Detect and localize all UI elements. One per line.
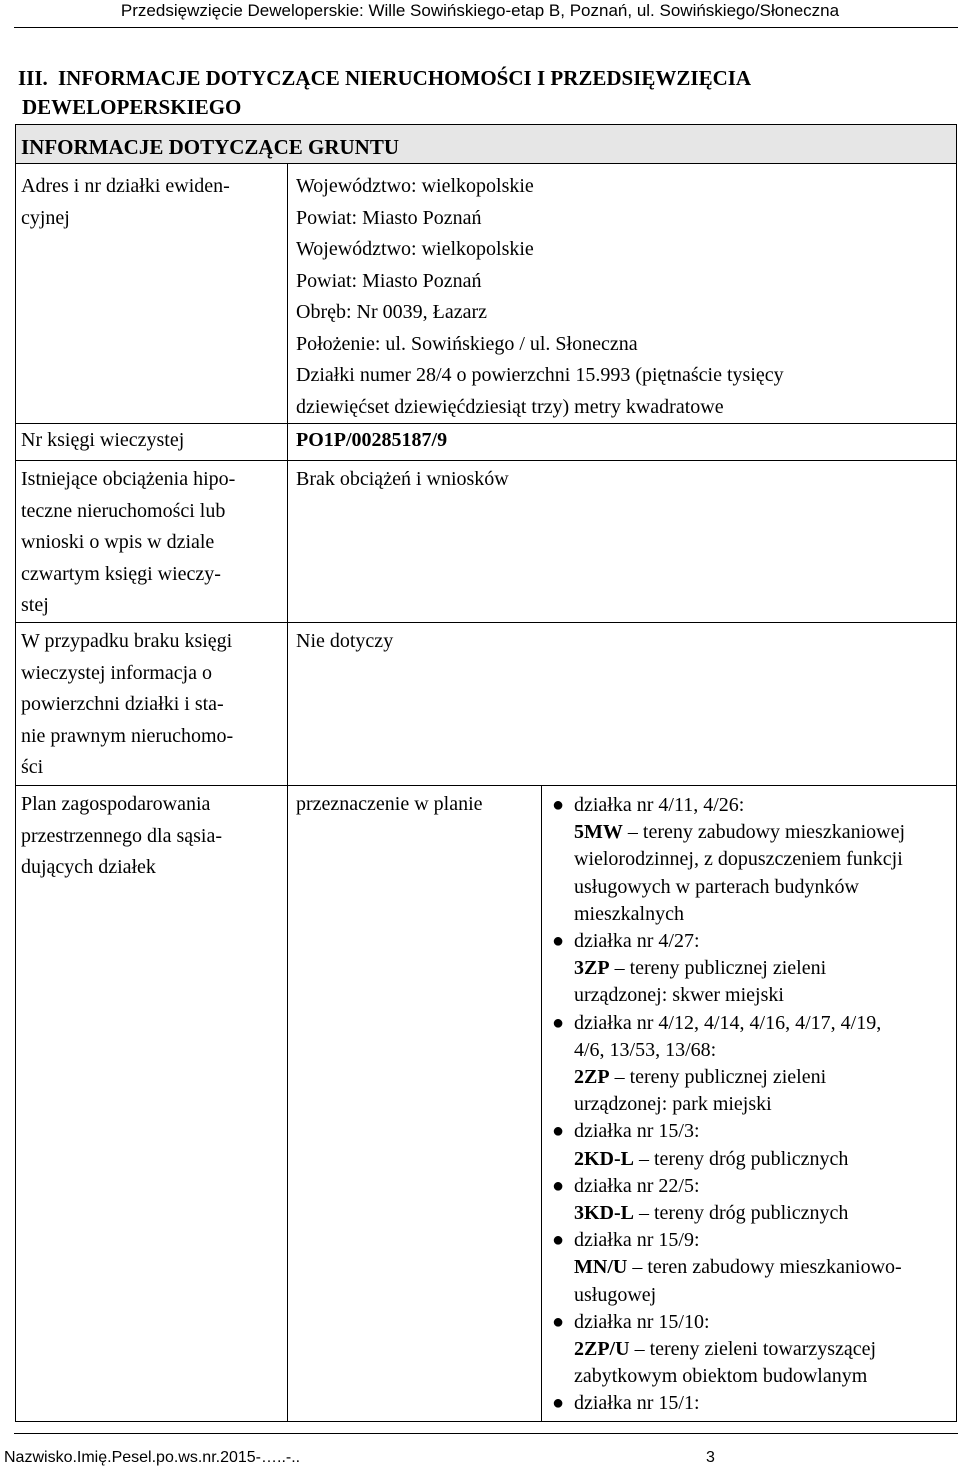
address-line: Położenie: ul. Sowińskiego / ul. Słoneczna — [296, 332, 638, 355]
header-divider — [14, 27, 958, 28]
plan-zone-desc: mieszkalnych — [574, 902, 684, 925]
address-value — [296, 171, 784, 423]
bullet-icon: ● — [552, 1392, 565, 1415]
plan-zone-desc: wielorodzinnej, z dopuszczeniem funkcji — [574, 848, 903, 871]
plan-label — [21, 789, 222, 884]
plan-zone-item — [544, 1010, 956, 1119]
address-label-cell — [15, 163, 288, 424]
plan-label-line: Plan zagospodarowania — [21, 793, 211, 815]
address-label-line: Adres i nr działki ewiden- — [21, 175, 230, 197]
plan-zone-code: 5MW — [574, 821, 623, 844]
kw-label: Nr księgi wieczystej — [21, 429, 185, 451]
address-label-line: cyjnej — [21, 206, 70, 229]
plan-zone-code: 2KD-L — [574, 1147, 634, 1170]
section-title-line1: INFORMACJE DOTYCZĄCE NIERUCHOMOŚCI I PRZEDSIĘWZIĘCIA — [58, 66, 752, 90]
plan-zone-parcels: działka nr 15/3: — [574, 1120, 700, 1143]
plan-zone-desc: – tereny zieleni towarzyszącej — [634, 1338, 877, 1361]
plan-zone-desc: – tereny dróg publicznych — [639, 1147, 849, 1170]
plan-zone-item — [544, 1390, 956, 1417]
address-line: Obręb: Nr 0039, Łazarz — [296, 301, 488, 323]
section-title-line2: DEWELOPERSKIEGO — [22, 95, 242, 119]
no-kw-label — [21, 626, 233, 784]
address-line: Powiat: Miasto Poznań — [296, 269, 482, 292]
plan-zone-parcels: działka nr 15/9: — [574, 1229, 700, 1252]
plan-zone-code: MN/U — [574, 1256, 628, 1279]
plan-zone-parcels: 4/6, 13/53, 13/68: — [574, 1038, 717, 1061]
plan-zone-desc: – tereny publicznej zieleni — [614, 1066, 827, 1089]
plan-zone-desc: – tereny zabudowy mieszkaniowej — [627, 821, 906, 844]
plan-zone-item — [544, 1227, 956, 1309]
plan-zone-parcels: działka nr 4/12, 4/14, 4/16, 4/17, 4/19, — [574, 1011, 882, 1034]
no-kw-label-line: W przypadku braku księgi — [21, 630, 233, 652]
plan-label-cell — [15, 785, 288, 1422]
plan-zone-desc: urządzonej: skwer miejski — [574, 984, 784, 1007]
table-title: INFORMACJE DOTYCZĄCE GRUNTU — [21, 135, 400, 159]
address-line: dziewięćset dziewięćdziesiąt trzy) metry kwadratowe — [296, 395, 724, 418]
address-label — [21, 171, 230, 234]
bullet-icon: ● — [552, 1011, 565, 1034]
plan-zone-parcels: działka nr 4/27: — [574, 930, 700, 953]
plan-zone-desc: urządzonej: park miejski — [574, 1093, 772, 1116]
plan-zone-code: 3KD-L — [574, 1202, 634, 1225]
plan-zone-item — [544, 792, 956, 928]
plan-zone-item — [544, 1309, 956, 1391]
kw-value-cell — [287, 423, 957, 461]
no-kw-label-line: wieczystej informacja o — [21, 661, 213, 684]
page-header: Przedsięwzięcie Deweloperskie: Wille Sowińskiego-etap B, Poznań, ul. Sowińskiego/Słoneczna — [120, 1, 840, 20]
plan-label-line: przestrzennego dla sąsia- — [21, 824, 223, 847]
bullet-icon: ● — [552, 1174, 565, 1197]
address-line: Powiat: Miasto Poznań — [296, 206, 482, 229]
plan-zone-desc: usługowych w parterach budynków — [574, 875, 859, 898]
encumbrance-label-line: teczne nieruchomości lub — [21, 499, 226, 522]
plan-zone-parcels: działka nr 15/10: — [574, 1310, 710, 1333]
plan-zone-desc: – tereny dróg publicznych — [639, 1202, 849, 1225]
no-kw-label-cell — [15, 622, 288, 786]
section-title — [18, 64, 938, 122]
plan-zone-parcels: działka nr 4/11, 4/26: — [574, 794, 745, 816]
plan-zone-code: 2ZP/U — [574, 1338, 630, 1361]
plan-zone-code: 3ZP — [574, 957, 610, 980]
page-number: 3 — [706, 1449, 715, 1466]
plan-purpose-cell — [287, 785, 542, 1422]
encumbrance-label — [21, 464, 235, 622]
plan-zones-cell — [541, 785, 957, 1422]
plan-zone-desc: – teren zabudowy mieszkaniowo- — [632, 1256, 902, 1279]
address-line: Województwo: wielkopolskie — [296, 175, 534, 197]
encumbrance-label-line: czwartym księgi wieczy- — [21, 562, 221, 585]
no-kw-label-line: powierzchni działki i sta- — [21, 693, 224, 715]
encumbrance-value-cell — [287, 460, 957, 623]
plan-purpose-label: przeznaczenie w planie — [296, 793, 483, 815]
footer-doc-id: Nazwisko.Imię.Pesel.po.ws.nr.2015-…..-.. — [4, 1449, 301, 1466]
kw-number: PO1P/00285187/9 — [296, 429, 448, 451]
no-kw-value-cell — [287, 622, 957, 786]
bullet-icon: ● — [552, 1120, 565, 1143]
plan-zone-desc: – tereny publicznej zieleni — [614, 957, 827, 980]
section-number: III. — [18, 66, 48, 90]
encumbrance-label-cell — [15, 460, 288, 623]
land-info-table — [15, 124, 957, 1422]
plan-label-line: dujących działek — [21, 856, 156, 878]
plan-zone-item — [544, 928, 956, 1010]
table-title-row — [15, 124, 957, 164]
plan-zone-parcels: działka nr 22/5: — [574, 1174, 700, 1197]
bullet-icon: ● — [552, 1310, 565, 1333]
address-line: Województwo: wielkopolskie — [296, 238, 534, 260]
plan-zone-parcels: działka nr 15/1: — [574, 1392, 700, 1415]
no-kw-label-line: nie prawnym nieruchomo- — [21, 724, 234, 747]
plan-zone-item — [544, 1118, 956, 1172]
encumbrance-label-line: wnioski o wpis w dziale — [21, 531, 215, 553]
kw-label-cell — [15, 423, 288, 461]
address-line: Działki numer 28/4 o powierzchni 15.993 (piętnaście tysięcy — [296, 364, 784, 386]
plan-zone-item — [544, 1173, 956, 1227]
address-value-cell — [287, 163, 957, 424]
bullet-icon: ● — [552, 794, 565, 816]
footer-divider — [14, 1433, 958, 1434]
encumbrance-label-line: stej — [21, 594, 49, 616]
bullet-icon: ● — [552, 1229, 565, 1252]
encumbrance-value: Brak obciążeń i wniosków — [296, 468, 509, 490]
no-kw-label-line: ści — [21, 756, 44, 778]
plan-zone-code: 2ZP — [574, 1066, 610, 1089]
plan-zone-desc: usługowej — [574, 1283, 657, 1306]
encumbrance-label-line: Istniejące obciążenia hipo- — [21, 468, 236, 490]
plan-zone-desc: zabytkowym obiektom budowlanym — [574, 1365, 868, 1388]
bullet-icon: ● — [552, 930, 565, 953]
no-kw-value: Nie dotyczy — [296, 630, 394, 652]
plan-zone-list — [544, 792, 956, 1418]
